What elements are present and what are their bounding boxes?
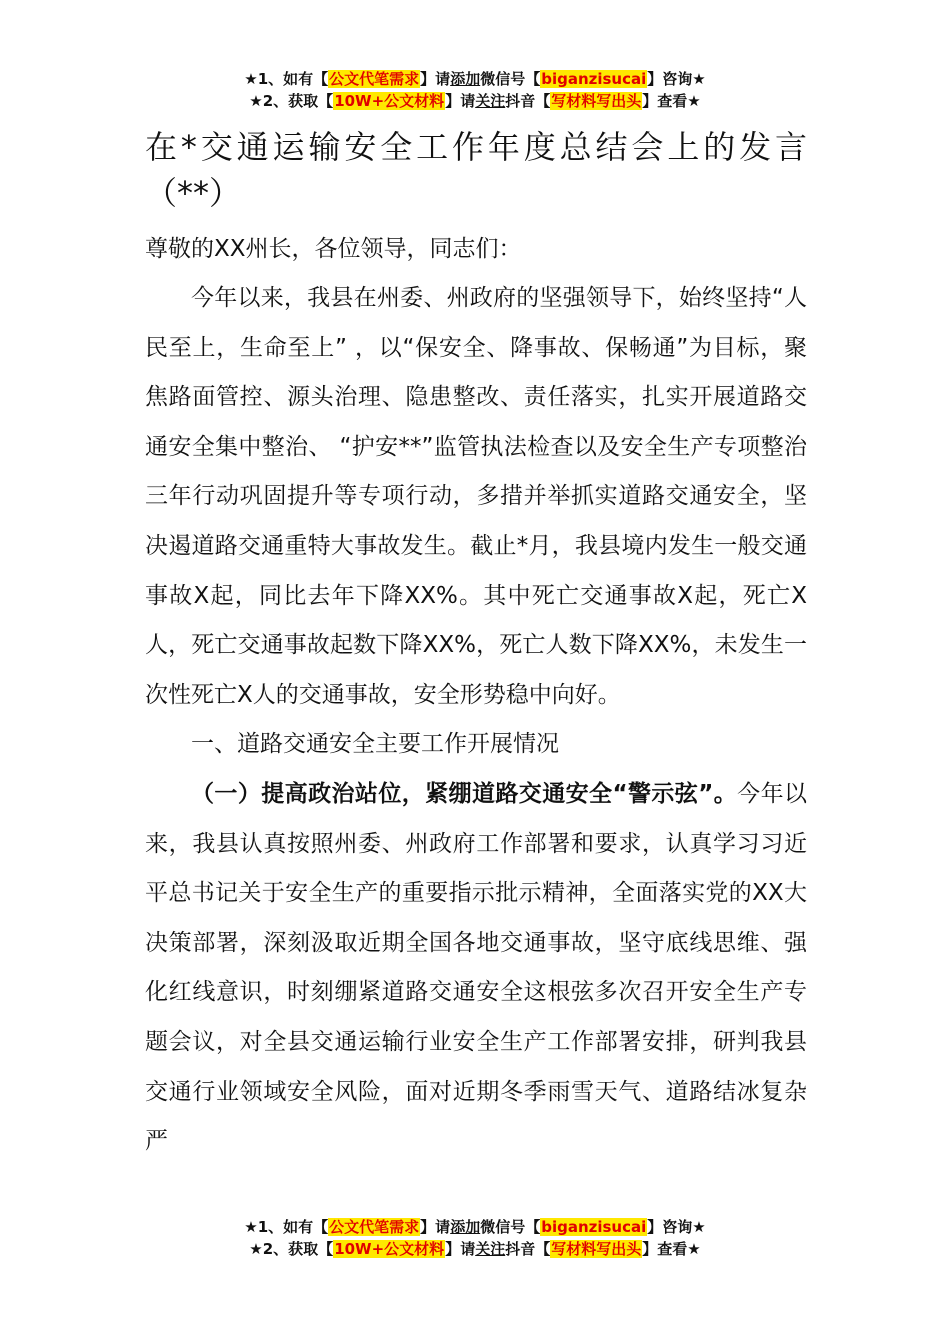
banner-text: 】请 bbox=[420, 70, 451, 88]
subsection-text: 今年以来，我县认真按照州委、州政府工作部署和要求，认真学习习近平总书记关于安全生产的重要指示批示精神，全面落实党的XX大决策部署，深刻汲取近期全国各地交通事故，坚守底线思维、强化红线意识，时刻绷紧道路交通安全这根弦多次召开安全生产专题会议，对全县交通运输行业安全生产工作部署安排，研判我县交通行业领域安全风险，面对近期冬季雨雪天气、道路结冰复杂严 bbox=[145, 780, 807, 1155]
banner-text: 】咨询★ bbox=[647, 70, 706, 88]
banner-text: 抖音【 bbox=[505, 92, 551, 110]
banner-underlined: 关注 bbox=[475, 92, 506, 110]
banner-highlight: 公文代笔需求 bbox=[329, 1218, 420, 1236]
banner-text: ★2、获取【 bbox=[249, 92, 334, 110]
banner-text: 微信号【 bbox=[480, 1218, 541, 1236]
banner-text: 微信号【 bbox=[480, 70, 541, 88]
banner-line-2 bbox=[0, 1238, 950, 1260]
banner-text: 】请 bbox=[420, 1218, 451, 1236]
document-title: 在*交通运输安全工作年度总结会上的发言（**） bbox=[145, 128, 807, 212]
intro-paragraph: 今年以来，我县在州委、州政府的坚强领导下，始终坚持“人民至上，生命至上” ，以“保安全、降事故、保畅通”为目标，聚焦路面管控、源头治理、隐患整改、责任落实，扎实开展道路交通安全集中整治、 “护安**”监管执法检查以及安全生产专项整治三年行动巩固提升等专项行动，多措并举抓实道路交通安全，坚决遏道路交通重特大事故发生。截止*月，我县境内发生一般交通事故X起，同比去年下降XX%。其中死亡交通事故X起，死亡X人，死亡交通事故起数下降XX%，死亡人数下降XX%，未发生一次性死亡X人的交通事故，安全形势稳中向好。 bbox=[145, 285, 807, 708]
banner-line-1 bbox=[0, 68, 950, 90]
banner-wechat-id: biganzisucai bbox=[541, 70, 647, 88]
banner-text: 】请 bbox=[445, 92, 476, 110]
banner-douyin-id: 写材料写出头 bbox=[551, 1240, 642, 1258]
banner-text: 】查看★ bbox=[642, 92, 701, 110]
header-banner bbox=[0, 68, 950, 112]
subsection-heading: （一）提高政治站位，紧绷道路交通安全“警示弦”。 bbox=[191, 780, 738, 807]
banner-text: 】咨询★ bbox=[647, 1218, 706, 1236]
banner-highlight: 10W+公文材料 bbox=[334, 1240, 445, 1258]
footer-banner bbox=[0, 1216, 950, 1260]
salutation: 尊敬的XX州长，各位领导，同志们： bbox=[145, 236, 522, 262]
banner-highlight: 公文代笔需求 bbox=[329, 70, 420, 88]
banner-line-1 bbox=[0, 1216, 950, 1238]
banner-text: ★2、获取【 bbox=[249, 1240, 334, 1258]
banner-underlined: 添加 bbox=[450, 70, 481, 88]
banner-underlined: 添加 bbox=[450, 1218, 481, 1236]
banner-text: 】请 bbox=[445, 1240, 476, 1258]
banner-text: 抖音【 bbox=[505, 1240, 551, 1258]
banner-highlight: 10W+公文材料 bbox=[334, 92, 445, 110]
banner-text: 】查看★ bbox=[642, 1240, 701, 1258]
banner-text: ★1、如有【 bbox=[244, 70, 329, 88]
subsection-paragraph bbox=[145, 770, 807, 1167]
banner-line-2 bbox=[0, 90, 950, 112]
banner-wechat-id: biganzisucai bbox=[541, 1218, 647, 1236]
banner-underlined: 关注 bbox=[475, 1240, 506, 1258]
document-body bbox=[145, 124, 807, 1167]
banner-douyin-id: 写材料写出头 bbox=[551, 92, 642, 110]
banner-text: ★1、如有【 bbox=[244, 1218, 329, 1236]
section-heading: 一、道路交通安全主要工作开展情况 bbox=[191, 731, 559, 758]
